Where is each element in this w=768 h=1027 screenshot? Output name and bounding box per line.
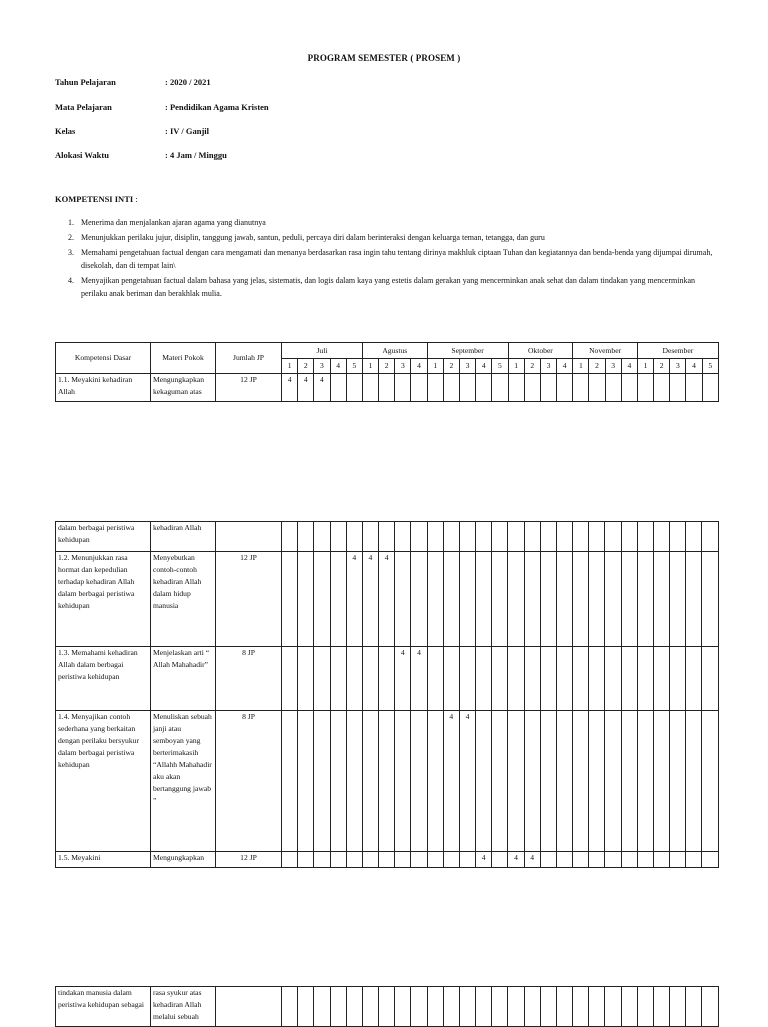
- header-week: 3: [540, 359, 556, 374]
- week-cell: [556, 647, 572, 711]
- materi-pokok-cell: Menjelaskan arti “ Allah Mahahadir”: [151, 647, 216, 711]
- jumlah-jp-cell: [216, 522, 282, 552]
- page-title: PROGRAM SEMESTER ( PROSEM ): [307, 53, 461, 63]
- week-cell: [524, 552, 540, 647]
- week-cell: [395, 522, 411, 552]
- week-cell: [427, 711, 443, 852]
- week-cell: [459, 374, 475, 402]
- week-cell: 4: [443, 711, 459, 852]
- week-cell: [653, 522, 669, 552]
- week-cell: [282, 552, 298, 647]
- week-cell: [362, 522, 378, 552]
- week-cell: [524, 987, 540, 1027]
- week-cell: [573, 374, 589, 402]
- week-cell: [508, 711, 524, 852]
- header-week: 3: [395, 359, 411, 374]
- week-cell: [540, 987, 556, 1027]
- week-cell: [476, 522, 492, 552]
- header-week: 4: [411, 359, 427, 374]
- kompetensi-dasar-cell: 1.5. Meyakini: [56, 852, 151, 868]
- week-cell: [540, 522, 556, 552]
- week-cell: [605, 552, 621, 647]
- week-cell: [330, 647, 346, 711]
- table-row: [56, 522, 719, 552]
- week-cell: [621, 522, 637, 552]
- week-cell: [395, 711, 411, 852]
- header-month: November: [573, 343, 638, 359]
- meta-value: : Pendidikan Agama Kristen: [165, 102, 269, 112]
- week-cell: [605, 987, 621, 1027]
- week-cell: 4: [362, 552, 378, 647]
- week-cell: 4: [459, 711, 475, 852]
- week-cell: [476, 987, 492, 1027]
- materi-pokok-cell: Menuliskan sebuah janji atau semboyan yang berterimakasih “Allahh Mahahadir aku akan bertanggung jawab ”: [151, 711, 216, 852]
- week-cell: 4: [508, 852, 524, 868]
- week-cell: [637, 647, 653, 711]
- week-cell: 4: [411, 647, 427, 711]
- week-cell: [686, 552, 702, 647]
- week-cell: [508, 552, 524, 647]
- header-week: 2: [443, 359, 459, 374]
- week-cell: [605, 711, 621, 852]
- week-cell: [573, 522, 589, 552]
- week-cell: [621, 552, 637, 647]
- week-cell: [330, 374, 346, 402]
- week-cell: [395, 552, 411, 647]
- week-cell: [411, 852, 427, 868]
- week-cell: [443, 647, 459, 711]
- meta-label: Alokasi Waktu: [55, 150, 109, 160]
- week-cell: [411, 374, 427, 402]
- week-cell: [443, 522, 459, 552]
- week-cell: [346, 852, 362, 868]
- week-cell: [524, 647, 540, 711]
- week-cell: [282, 647, 298, 711]
- header-week: 4: [330, 359, 346, 374]
- item-text: Menyajikan pengetahuan factual dalam bahasa yang jelas, sistematis, dan logis dalam kaya yang estetis dalam gerakan yang mencerminkan anak sehat dan dalam tindakan yang mencerminkan perilaku anak beriman dan berakhlak mulia.: [81, 276, 695, 298]
- kompetensi-dasar-cell: 1.3. Memahami kehadiran Allah dalam berbagai peristiwa kehidupan: [56, 647, 151, 711]
- week-cell: [298, 522, 314, 552]
- week-cell: [702, 852, 718, 868]
- materi-pokok-cell: rasa syukur atas kehadiran Allah melalui sebuah: [151, 987, 216, 1027]
- kompetensi-dasar-cell: 1.1. Meyakini kehadiran Allah: [56, 374, 151, 402]
- week-cell: [573, 987, 589, 1027]
- header-week: 3: [459, 359, 475, 374]
- week-cell: [686, 647, 702, 711]
- week-cell: [605, 374, 621, 402]
- week-cell: [637, 522, 653, 552]
- week-cell: 4: [379, 552, 395, 647]
- week-cell: [589, 711, 605, 852]
- jumlah-jp-cell: 12 JP: [216, 374, 282, 402]
- week-cell: [589, 374, 605, 402]
- week-cell: [314, 552, 330, 647]
- header-week: 4: [686, 359, 702, 374]
- item-text: Menunjukkan perilaku jujur, disiplin, tanggung jawab, santun, peduli, percaya diri dalam berinteraksi dengan keluarga teman, tetangga, dan guru: [81, 233, 545, 242]
- week-cell: [314, 522, 330, 552]
- kompetensi-dasar-cell: dalam berbagai peristiwa kehidupan: [56, 522, 151, 552]
- week-cell: [702, 552, 718, 647]
- week-cell: [427, 552, 443, 647]
- meta-value: : 2020 / 2021: [165, 77, 211, 87]
- table-row: [56, 552, 719, 647]
- header-month: September: [427, 343, 508, 359]
- week-cell: [330, 987, 346, 1027]
- week-cell: [459, 987, 475, 1027]
- week-cell: [395, 374, 411, 402]
- week-cell: [443, 852, 459, 868]
- week-cell: [298, 852, 314, 868]
- week-cell: [573, 711, 589, 852]
- week-cell: [314, 987, 330, 1027]
- kompetensi-inti-heading: KOMPETENSI INTI :: [55, 194, 138, 204]
- week-cell: [508, 647, 524, 711]
- week-cell: [508, 987, 524, 1027]
- header-materi-pokok: Materi Pokok: [151, 343, 216, 374]
- item-text: Menerima dan menjalankan ajaran agama yang dianutnya: [81, 218, 266, 227]
- week-cell: [524, 374, 540, 402]
- week-cell: [540, 852, 556, 868]
- week-cell: [492, 711, 508, 852]
- week-cell: [379, 987, 395, 1027]
- week-cell: [411, 711, 427, 852]
- week-cell: [670, 552, 686, 647]
- week-cell: [589, 522, 605, 552]
- header-week: 1: [282, 359, 298, 374]
- week-cell: [427, 374, 443, 402]
- week-cell: [379, 647, 395, 711]
- kompetensi-inti-item: [55, 231, 715, 244]
- week-cell: [621, 852, 637, 868]
- week-cell: [686, 374, 702, 402]
- meta-value: : 4 Jam / Minggu: [165, 150, 227, 160]
- week-cell: [476, 647, 492, 711]
- week-cell: [330, 711, 346, 852]
- materi-pokok-cell: kehadiran Allah: [151, 522, 216, 552]
- week-cell: [540, 711, 556, 852]
- week-cell: [346, 647, 362, 711]
- week-cell: [637, 374, 653, 402]
- kompetensi-inti-item: [55, 274, 715, 300]
- week-cell: [282, 987, 298, 1027]
- week-cell: [346, 987, 362, 1027]
- week-cell: [702, 987, 718, 1027]
- week-cell: [492, 987, 508, 1027]
- week-cell: [653, 647, 669, 711]
- week-cell: [670, 647, 686, 711]
- header-week: 1: [508, 359, 524, 374]
- week-cell: [443, 552, 459, 647]
- week-cell: [492, 552, 508, 647]
- week-cell: [330, 852, 346, 868]
- week-cell: [508, 374, 524, 402]
- week-cell: [637, 711, 653, 852]
- kompetensi-inti-item: [55, 246, 715, 272]
- week-cell: [362, 987, 378, 1027]
- header-week: 4: [476, 359, 492, 374]
- week-cell: [314, 852, 330, 868]
- week-cell: 4: [314, 374, 330, 402]
- table-row: [56, 647, 719, 711]
- header-week: 4: [621, 359, 637, 374]
- meta-label: Mata Pelajaran: [55, 102, 112, 112]
- week-cell: [524, 522, 540, 552]
- header-month: Juli: [282, 343, 363, 359]
- table-row: [56, 374, 719, 402]
- week-cell: [573, 552, 589, 647]
- item-number: 2.: [68, 233, 74, 242]
- week-cell: [556, 552, 572, 647]
- week-cell: [621, 374, 637, 402]
- week-cell: [702, 374, 718, 402]
- header-week: 3: [670, 359, 686, 374]
- jumlah-jp-cell: 8 JP: [216, 647, 282, 711]
- header-week: 5: [492, 359, 508, 374]
- week-cell: 4: [282, 374, 298, 402]
- kompetensi-dasar-cell: 1.4. Menyajikan contoh sederhana yang berkaitan dengan perilaku bersyukur dalam berbagai peristiwa kehidupan: [56, 711, 151, 852]
- header-week: 2: [589, 359, 605, 374]
- week-cell: [476, 711, 492, 852]
- week-cell: 4: [395, 647, 411, 711]
- week-cell: [670, 711, 686, 852]
- week-cell: [362, 647, 378, 711]
- week-cell: [459, 647, 475, 711]
- week-cell: 4: [298, 374, 314, 402]
- week-cell: [314, 647, 330, 711]
- week-cell: [573, 852, 589, 868]
- table-row: [56, 987, 719, 1027]
- week-cell: [621, 711, 637, 852]
- week-cell: [540, 374, 556, 402]
- table-row: [56, 711, 719, 852]
- item-number: 1.: [68, 218, 74, 227]
- week-cell: [282, 852, 298, 868]
- item-text: Memahami pengetahuan factual dengan cara mengamati dan menanya berdasarkan rasa ingin tahu tentang dirinya makhluk ciptaan Tuhan dan kegiatannya dan benda-benda yang dijumpai dirumah, disekolah, dan di tempat lain\: [81, 248, 713, 270]
- week-cell: [540, 647, 556, 711]
- header-week: 5: [702, 359, 718, 374]
- week-cell: [686, 522, 702, 552]
- week-cell: [605, 852, 621, 868]
- week-cell: [282, 522, 298, 552]
- header-kompetensi-dasar: Kompetensi Dasar: [56, 343, 151, 374]
- week-cell: [589, 852, 605, 868]
- item-number: 3.: [68, 248, 74, 257]
- jumlah-jp-cell: 8 JP: [216, 711, 282, 852]
- header-week: 1: [637, 359, 653, 374]
- week-cell: [476, 374, 492, 402]
- week-cell: [362, 711, 378, 852]
- week-cell: [379, 711, 395, 852]
- materi-pokok-cell: Menyebutkan contoh-contoh kehadiran Allah dalam hidup manusia: [151, 552, 216, 647]
- week-cell: [346, 374, 362, 402]
- week-cell: [524, 711, 540, 852]
- week-cell: [459, 852, 475, 868]
- header-week: 2: [524, 359, 540, 374]
- header-month: Oktober: [508, 343, 573, 359]
- week-cell: [411, 987, 427, 1027]
- week-cell: [411, 522, 427, 552]
- week-cell: [427, 522, 443, 552]
- header-month: Agustus: [362, 343, 427, 359]
- header-month: Desember: [637, 343, 718, 359]
- week-cell: [282, 711, 298, 852]
- header-week: 3: [314, 359, 330, 374]
- week-cell: [379, 852, 395, 868]
- meta-label: Tahun Pelajaran: [55, 77, 116, 87]
- week-cell: [621, 987, 637, 1027]
- week-cell: [653, 711, 669, 852]
- materi-pokok-cell: Mengungkapkan kekaguman atas: [151, 374, 216, 402]
- week-cell: 4: [346, 552, 362, 647]
- week-cell: [670, 522, 686, 552]
- header-week: 2: [379, 359, 395, 374]
- week-cell: [298, 987, 314, 1027]
- week-cell: [330, 552, 346, 647]
- header-week: 2: [298, 359, 314, 374]
- week-cell: [573, 647, 589, 711]
- week-cell: [637, 852, 653, 868]
- week-cell: [492, 374, 508, 402]
- kompetensi-dasar-cell: 1.2. Menunjukkan rasa hormat dan kepedulian terhadap kehadiran Allah dalam berbagai peristiwa kehidupan: [56, 552, 151, 647]
- week-cell: [427, 852, 443, 868]
- week-cell: [427, 987, 443, 1027]
- week-cell: [670, 852, 686, 868]
- week-cell: [557, 374, 573, 402]
- kompetensi-inti-list: [55, 216, 715, 302]
- week-cell: [670, 374, 686, 402]
- week-cell: [556, 522, 572, 552]
- week-cell: [589, 987, 605, 1027]
- week-cell: [346, 711, 362, 852]
- week-cell: [411, 552, 427, 647]
- week-cell: [298, 552, 314, 647]
- week-cell: [298, 647, 314, 711]
- week-cell: [670, 987, 686, 1027]
- week-cell: [653, 852, 669, 868]
- week-cell: [556, 852, 572, 868]
- header-week: 2: [654, 359, 670, 374]
- jumlah-jp-cell: 12 JP: [216, 852, 282, 868]
- table-row: [56, 852, 719, 868]
- week-cell: [605, 647, 621, 711]
- week-cell: [395, 852, 411, 868]
- prosem-table-part-2: [55, 521, 719, 868]
- week-cell: [637, 987, 653, 1027]
- week-cell: [686, 987, 702, 1027]
- header-week: 1: [362, 359, 378, 374]
- header-week: 1: [427, 359, 443, 374]
- week-cell: [346, 522, 362, 552]
- materi-pokok-cell: Mengungkapkan: [151, 852, 216, 868]
- week-cell: [702, 711, 718, 852]
- week-cell: [492, 647, 508, 711]
- kompetensi-inti-item: [55, 216, 715, 229]
- week-cell: [427, 647, 443, 711]
- week-cell: [702, 522, 718, 552]
- week-cell: [556, 987, 572, 1027]
- week-cell: [459, 552, 475, 647]
- week-cell: [589, 647, 605, 711]
- week-cell: [637, 552, 653, 647]
- header-week: 3: [605, 359, 621, 374]
- week-cell: [379, 522, 395, 552]
- jumlah-jp-cell: 12 JP: [216, 552, 282, 647]
- week-cell: [621, 647, 637, 711]
- week-cell: [362, 374, 378, 402]
- week-cell: [492, 522, 508, 552]
- jumlah-jp-cell: [216, 987, 282, 1027]
- week-cell: [654, 374, 670, 402]
- week-cell: [362, 852, 378, 868]
- week-cell: [379, 374, 395, 402]
- week-cell: 4: [524, 852, 540, 868]
- week-cell: [298, 711, 314, 852]
- week-cell: [589, 552, 605, 647]
- week-cell: 4: [476, 852, 492, 868]
- week-cell: [508, 522, 524, 552]
- week-cell: [556, 711, 572, 852]
- week-cell: [605, 522, 621, 552]
- header-week: 1: [573, 359, 589, 374]
- header-row-months: [56, 343, 719, 359]
- week-cell: [540, 552, 556, 647]
- week-cell: [686, 852, 702, 868]
- week-cell: [459, 522, 475, 552]
- meta-value: : IV / Ganjil: [165, 126, 210, 136]
- week-cell: [653, 987, 669, 1027]
- week-cell: [443, 987, 459, 1027]
- header-week: 5: [346, 359, 362, 374]
- kompetensi-dasar-cell: tindakan manusia dalam peristiwa kehidupan sebagai: [56, 987, 151, 1027]
- week-cell: [395, 987, 411, 1027]
- item-number: 4.: [68, 276, 74, 285]
- week-cell: [330, 522, 346, 552]
- week-cell: [686, 711, 702, 852]
- header-week: 4: [557, 359, 573, 374]
- week-cell: [653, 552, 669, 647]
- week-cell: [314, 711, 330, 852]
- prosem-table-part-3: [55, 986, 719, 1027]
- week-cell: [476, 552, 492, 647]
- meta-label: Kelas: [55, 126, 76, 136]
- week-cell: [443, 374, 459, 402]
- week-cell: [492, 852, 508, 868]
- week-cell: [702, 647, 718, 711]
- prosem-table-part-1: [55, 342, 719, 402]
- header-jumlah-jp: Jumlah JP: [216, 343, 282, 374]
